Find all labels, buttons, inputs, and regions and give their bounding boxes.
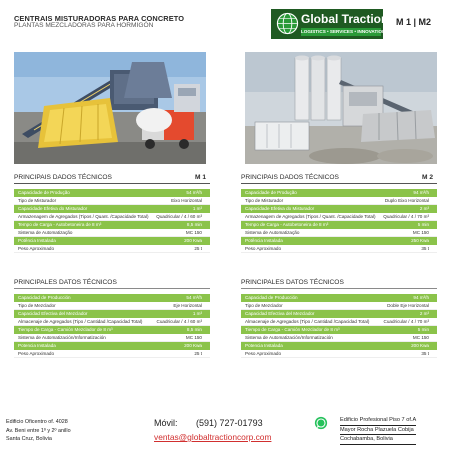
header [0,0,452,50]
spec-row [14,326,210,334]
spec-value: Eixo Horizontal [171,198,202,203]
spec-label: Peso Aproximado [245,351,282,356]
spec-label: Tempo de Carga - Autobetoneira de 8 m³ [245,222,329,227]
spec-value: MC 150 [185,335,202,340]
spec-row [14,189,210,197]
m2-specs-pt-header [241,170,437,184]
spec-row [241,213,437,221]
spec-label: Peso Aproximado [18,246,55,251]
m2-specs-es-header [241,275,437,289]
address-line: Santa Cruz, Bolivia [6,436,52,442]
spec-row [14,221,210,229]
address-santa-cruz [6,418,71,444]
spec-label: Tipo de Misturador [18,198,57,203]
address-line: Av. Beni entre 1º y 2º anillo [6,427,71,434]
spec-label: Sistema de Automatización/Informatización [245,335,333,340]
spec-value: 5 min [417,327,429,332]
spec-row [241,221,437,229]
spec-label: Armazenagem de Agregados (Tipos / Quant. /Capacidade Total) [245,214,376,219]
spec-row [241,237,437,245]
spec-value: 94 m³/h [413,295,429,300]
footer [0,410,452,452]
phone-number[interactable]: (591) 727-01793 [196,418,263,428]
spec-row [241,294,437,302]
m2-specs-es-list [241,294,437,358]
spec-value: 54 m³/h [186,295,202,300]
spec-value: 200 Kwa [184,238,202,243]
spec-row [14,294,210,302]
m2-specs-pt-title: PRINCIPAIS DADOS TÉCNICOS [241,174,339,181]
spec-label: Capacidade de Produção [18,190,70,195]
spec-label: Potência Instalada [18,238,56,243]
m1-specs-es-title: PRINCIPALES DATOS TÉCNICOS [14,279,117,286]
m1-specs-pt-title: PRINCIPAIS DADOS TÉCNICOS [14,174,112,181]
spec-label: Capacidad de Producción [245,295,298,300]
m2-specs-pt-list [241,189,437,253]
spec-row [14,197,210,205]
spec-label: Capacidad de Producción [18,295,71,300]
spec-value: Eje Horizontal [173,303,202,308]
spec-value: 1 m³ [192,311,202,316]
spec-label: Potencia Instalada [245,343,283,348]
spec-value: 2 m³ [419,206,429,211]
model-code: M 1 | M2 [396,17,432,27]
spec-row [241,205,437,213]
spec-value: 25 t [194,351,202,356]
spec-value: 35 t [421,246,429,251]
spec-label: Tipo de Mezclador [18,303,56,308]
spec-row [14,342,210,350]
spec-row [14,213,210,221]
spec-value: Cuadricular / 4 / 60 m³ [156,319,202,324]
spec-label: Capacidade de Produção [245,190,297,195]
m1-specs-es-list [14,294,210,358]
spec-value: 8,5 min [186,222,202,227]
spec-row [241,189,437,197]
spec-value: Duplo Eixo Horizontal [384,198,429,203]
spec-row [241,334,437,342]
address-line: Edificio Profesional Piso 7 of.A [340,416,416,426]
spec-row [14,237,210,245]
logo-tagline: LOGISTICS • SERVICES • INNOVATION [301,29,386,34]
spec-row [241,350,437,358]
spec-value: 94 m³/h [413,190,429,195]
m1-specs-pt [14,170,210,253]
spec-value: 1 m³ [192,206,202,211]
spec-value: Quadricular / 4 / 70 m³ [383,214,429,219]
spec-row [241,197,437,205]
spec-row [14,205,210,213]
spec-label: Capacidade Efetiva do Misturador [18,206,88,211]
spec-row [14,245,210,253]
spec-label: Tempo de Carga - Autobetoneira de 8 m³ [18,222,102,227]
spec-row [14,229,210,237]
spec-label: Potencia Instalada [18,343,56,348]
spec-value: 200 Kwa [184,343,202,348]
spec-value: MC 150 [412,230,429,235]
m2-specs-es-title: PRINCIPALES DATOS TÉCNICOS [241,279,344,286]
m2-specs-pt-model: M 2 [422,174,433,181]
spec-row [241,310,437,318]
spec-value: 8,5 min [186,327,202,332]
spec-value: Doble Eje Horizontal [387,303,429,308]
spec-label: Capacidad Efectiva del Mezclador [18,311,88,316]
m1-specs-es-header [14,275,210,289]
spec-label: Peso Aproximado [18,351,55,356]
spec-value: MC 150 [412,335,429,340]
spec-row [241,302,437,310]
spec-value: 250 Kwa [411,238,429,243]
global-traction-logo [271,9,389,39]
spec-row [241,245,437,253]
concrete-plant-m2-photo [245,52,437,164]
address-line: Cochabamba, Bolivia [340,435,416,445]
spec-row [14,334,210,342]
spec-label: Capacidad Efectiva del Mezclador [245,311,315,316]
spec-label: Peso Aproximado [245,246,282,251]
spec-value: 2 m³ [419,311,429,316]
document-title: CENTRAIS MISTURADORAS PARA CONCRETO [14,14,185,23]
address-line: Edificio Oficentro of. 4028 [6,419,68,425]
phone-label: Móvil: [154,418,178,428]
spec-label: Tiempo de Carga - Camión Mezclador de 8 m³ [18,327,113,332]
concrete-plant-m1-photo [14,52,206,164]
spec-row [14,318,210,326]
spec-row [14,302,210,310]
spec-label: Armazenagem de Agregados (Tipos / Quant. /Capacidade Total) [18,214,149,219]
spec-label: Sistema de Automatização [18,230,73,235]
m1-specs-pt-model: M 1 [195,174,206,181]
contact-block [154,418,314,442]
email-link[interactable]: ventas@globaltractioncorp.com [154,432,272,442]
spec-row [241,229,437,237]
spec-label: Almacenaje de Agregados (Tipo / Cantidad /Capacidad Total) [18,319,143,324]
spec-label: Almacenaje de Agregados (Tipo / Cantidad /Capacidad Total) [245,319,370,324]
spec-label: Capacidade Efetiva do Misturador [245,206,315,211]
spec-value: 35 t [421,351,429,356]
spec-value: Quadricular / 4 / 60 m³ [156,214,202,219]
m1-specs-pt-list [14,189,210,253]
phone-line [154,418,314,428]
spec-label: Tipo de Misturador [245,198,284,203]
spec-row [241,318,437,326]
document-subtitle: PLANTAS MEZCLADORAS PARA HORMIGÓN [14,22,154,29]
spec-value: MC 150 [185,230,202,235]
m2-specs-es [241,275,437,358]
spec-row [14,350,210,358]
spec-label: Sistema de Automatização [245,230,300,235]
spec-label: Sistema de Automatización/Informatización [18,335,106,340]
spec-value: 54 m³/h [186,190,202,195]
whatsapp-icon[interactable] [314,416,328,430]
m1-specs-es [14,275,210,358]
spec-row [241,326,437,334]
logo-name: Global Traction [301,12,389,26]
address-line: Mayor Rocha Plazuela Cobija [340,426,416,436]
spec-label: Tiempo de Carga - Camión Mezclador de 8 m³ [245,327,340,332]
m2-specs-pt [241,170,437,253]
address-cochabamba [340,416,416,445]
globe-icon [276,12,299,35]
spec-value: Cuadricular / 4 / 70 m³ [383,319,429,324]
spec-label: Potência Instalada [245,238,283,243]
spec-row [14,310,210,318]
spec-value: 25 t [194,246,202,251]
spec-value: 5 min [417,222,429,227]
spec-row [241,342,437,350]
spec-label: Tipo de Mezclador [245,303,283,308]
spec-value: 200 Kwa [411,343,429,348]
m1-specs-pt-header [14,170,210,184]
